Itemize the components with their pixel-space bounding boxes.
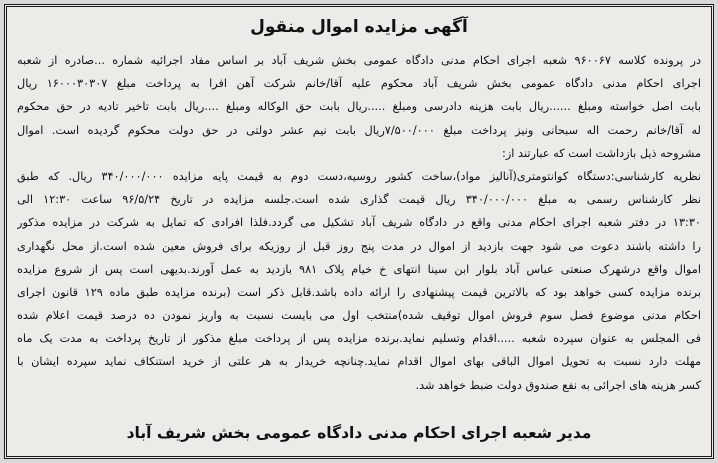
notice-line: کسر هزینه های اجرائی به نفع صندوق دولت ضبط خواهد شد. <box>415 378 701 392</box>
notice-line: مهلت دارد نسبت به تحویل اموال الباقی بهای اموال اقدام نماید.چنانچه خریدار به هر علتی از خرید استنکاف نماید سپرده ایشان با <box>17 355 701 369</box>
notice-line: را داشته باشند دعوت می شود جهت بازدید از اموال در مدت پنج روز قبل از روزیکه برای فروش معین شده است.از محل نگهداری <box>17 239 701 253</box>
notice-line: له آقا/خانم رحمت اله سبحانی ونیز پرداخت مبلغ ۷/۵۰۰/۰۰۰ریال بابت نیم عشر دولتی در حق دولت محکوم گردیده است. اموال <box>17 123 701 137</box>
notice-line: در پرونده کلاسه ۹۶۰۰۶۷ شعبه اجرای احکام مدنی دادگاه عمومی بخش شریف آباد بر اساس مفاد اجرائیه شماره ...صادره از شعبه <box>17 54 701 67</box>
notice-line: نظر کارشناس رسمی به مبلغ ۳۴۰/۰۰۰/۰۰۰ ریال قیمت گذاری شده است.جلسه مزایده در تاریخ ۹۶/۵/۲۴ ساعت ۱۲:۳۰ الی <box>17 193 701 207</box>
auction-notice <box>4 4 714 459</box>
notice-line: مشروحه ذیل بازداشت است که عبارتند از: <box>502 146 701 160</box>
notice-line: ۱۳:۳۰ در دفتر شعبه اجرای احکام مدنی واقع در دادگاه شریف آباد تشکیل می گردد.فلذا افرادی که تمایل به شرکت در مزایده مذکور <box>17 216 701 230</box>
notice-body <box>17 49 701 397</box>
notice-line: نظریه کارشناسی:دستگاه کوانتومتری(آنالیز مواد)،ساخت کشور روسیه،دست دوم به قیمت پایه مزایده ۳۴۰/۰۰۰/۰۰۰ ریال. که طبق <box>17 169 701 183</box>
notice-line: برنده مزایده کسی خواهد بود که بالاترین قیمت پیشنهادی را ارائه داده باشد.قابل ذکر است (برنده مزایده طبق ماده ۱۲۹ قانون اجرای <box>17 285 701 299</box>
notice-line: احکام مدنی موضوع فصل سوم فروش اموال توقیف شده)منتخب اول می بایست نسبت به واریز نمودن ده درصد قیمت اعلام شده <box>17 309 701 323</box>
notice-signature: مدیر شعبه اجرای احکام مدنی دادگاه عمومی بخش شریف آباد <box>126 424 592 442</box>
notice-line: فی المجلس به عنوان سپرده شعبه .....اقدام وتسلیم نماید.برنده مزایده پس از پرداخت مبلغ مذکور از تاریخ پرداخت به مدت یک ماه <box>17 332 701 346</box>
notice-title: آگهی مزایده اموال منقول <box>250 17 468 37</box>
notice-line: اجرای احکام مدنی دادگاه عمومی بخش شریف آباد محکوم علیه آقا/خانم شرکت آهن افرا به پرداخت مبلغ ۱۶۰۰۰۳۰۳۰۷ ریال <box>17 77 701 91</box>
notice-line: بابت اصل خواسته ومبلغ ......ریال بابت هزینه دادرسی ومبلغ .....ریال بابت حق الوکاله ومبلغ ....ریال بابت تاخیر تادیه در حق محکوم <box>17 100 701 114</box>
notice-line: اموال واقع درشهرک صنعتی عباس آباد بلوار ابن سینا انتهای خ خیام پلاک ۹۸۱ بازدید به عمل آورند.بدیهی است پس از شروع مزایده <box>17 262 701 276</box>
